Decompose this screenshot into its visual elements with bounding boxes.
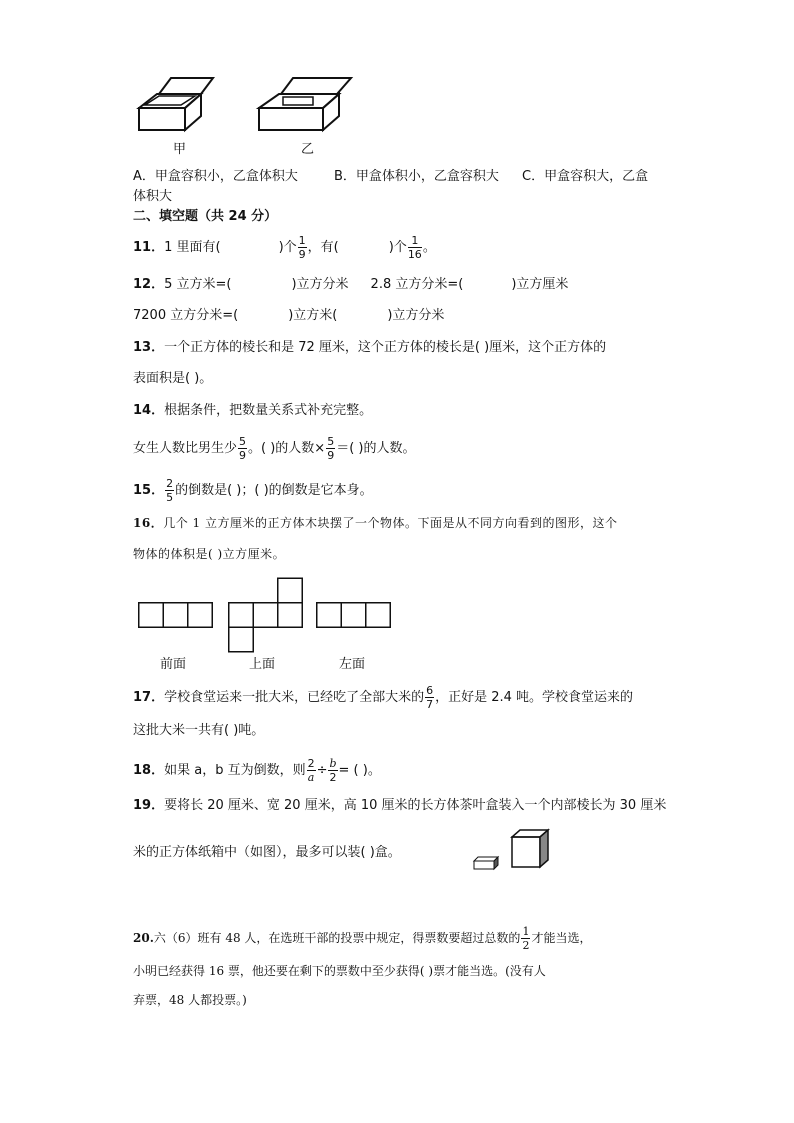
question-number: 15． (133, 483, 165, 498)
view-front-diagram (138, 576, 398, 654)
q12-text: )立方分米 (387, 308, 445, 323)
box-figure-jia (133, 72, 223, 134)
fraction: $\frac{1}{16}$ (407, 234, 422, 261)
q10-option-a: A．甲盒容积小，乙盒体积大 (133, 169, 298, 184)
q18-text: = ( )。 (338, 763, 381, 778)
question-12-line1 (133, 276, 568, 294)
box-label-yi: 乙 (301, 142, 315, 157)
question-number: 17． (133, 690, 165, 705)
q12-text: )立方米( (288, 308, 338, 323)
q11-text: )个 (278, 240, 297, 255)
q12-text: 5 立方米=( (164, 277, 232, 292)
tea-box-and-carton-figure (472, 827, 552, 871)
view-label-left: 左面 (339, 657, 366, 672)
question-number: 16． (133, 516, 164, 530)
q15-text: 的倒数是( )；( )的倒数是它本身。 (175, 483, 373, 498)
question-14 (133, 402, 372, 420)
fraction: $\frac{1}{2}$ (522, 925, 530, 952)
question-number: 13． (133, 340, 165, 355)
view-label-top: 上面 (249, 657, 276, 672)
q14-text: ＝( )的人数。 (336, 441, 416, 456)
q20-text: 六（6）班有 48 人，在选班干部的投票中规定，得票数要超过总数的 (153, 931, 521, 945)
q12-text: 7200 立方分米=( (133, 308, 239, 323)
fraction: $\frac{1}{9}$ (298, 234, 306, 261)
question-19 (133, 797, 666, 815)
question-13-line2: 表面积是( )。 (133, 371, 213, 386)
q20-text: 才能当选， (531, 931, 592, 945)
q12-text: )立方分米 (291, 277, 349, 292)
question-14-formula (133, 436, 415, 461)
q11-text: 1 里面有( (164, 240, 221, 255)
q11-text: 。 (422, 240, 436, 255)
q10-option-c-cont: 体积大 (133, 189, 173, 204)
question-17-line2: 这批大米一共有( )吨。 (133, 723, 265, 738)
q18-text: 如果 a，b 互为倒数，则 (164, 763, 306, 778)
question-11 (133, 235, 436, 260)
q10-option-b: B．甲盒体积小，乙盒容积大 (334, 169, 499, 184)
view-label-front: 前面 (160, 657, 187, 672)
fraction: $\frac{2}{5}$ (166, 477, 174, 504)
fraction: $\frac{6}{7}$ (426, 684, 434, 711)
fraction: $\frac{b}{2}$ (329, 757, 337, 784)
q12-text: )立方厘米 (511, 277, 569, 292)
question-12-line2 (133, 307, 444, 325)
section-title: 二、填空题（共 24 分） (133, 209, 278, 224)
fraction: $\frac{5}{9}$ (239, 435, 247, 462)
question-number: 14． (133, 403, 165, 418)
question-20-line2: 小明已经获得 16 票，他还要在剩下的票数中至少获得( )票才能当选。(没有人 (133, 964, 546, 978)
q13-text: 一个正方体的棱长和是 72 厘米，这个正方体的棱长是( )厘米，这个正方体的 (164, 340, 607, 355)
question-number: 19． (133, 798, 165, 813)
question-number: 12． (133, 277, 165, 292)
q17-text: 学校食堂运来一批大米，已经吃了全部大米的 (164, 690, 425, 705)
question-17 (133, 685, 633, 710)
question-18 (133, 758, 381, 783)
fraction: $\frac{5}{9}$ (327, 435, 335, 462)
box-label-jia: 甲 (173, 142, 187, 157)
question-16 (133, 514, 617, 532)
q14-text: 。( )的人数× (248, 441, 326, 456)
box-figure-yi (253, 72, 355, 134)
q11-text: ，有( (307, 240, 339, 255)
question-19-line2: 米的正方体纸箱中（如图），最多可以装( )盒。 (133, 845, 401, 860)
q14-text: 根据条件，把数量关系式补充完整。 (164, 403, 373, 418)
question-20 (133, 926, 591, 951)
question-13 (133, 339, 606, 357)
q17-text: ，正好是 2.4 吨。学校食堂运来的 (435, 690, 634, 705)
question-15 (133, 478, 373, 503)
q16-text: 几个 1 立方厘米的正方体木块摆了一个物体。下面是从不同方向看到的图形，这个 (163, 516, 618, 530)
question-20-line3: 弃票，48 人都投票。) (133, 993, 247, 1007)
q10-option-c: C．甲盒容积大，乙盒 (522, 169, 649, 184)
question-number: 11． (133, 240, 165, 255)
q14-text: 女生人数比男生少 (133, 441, 238, 456)
q18-operator: ÷ (316, 763, 328, 778)
q12-text: 2.8 立方分米=( (370, 277, 464, 292)
fraction: $\frac{2}{a}$ (307, 757, 315, 784)
q11-text: )个 (388, 240, 407, 255)
question-16-line2: 物体的体积是( )立方厘米。 (133, 547, 286, 561)
q19-text: 要将长 20 厘米、宽 20 厘米，高 10 厘米的长方体茶叶盒装入一个内部棱长为 30 厘米 (164, 798, 667, 813)
question-number: 20. (133, 931, 154, 945)
question-number: 18． (133, 763, 165, 778)
